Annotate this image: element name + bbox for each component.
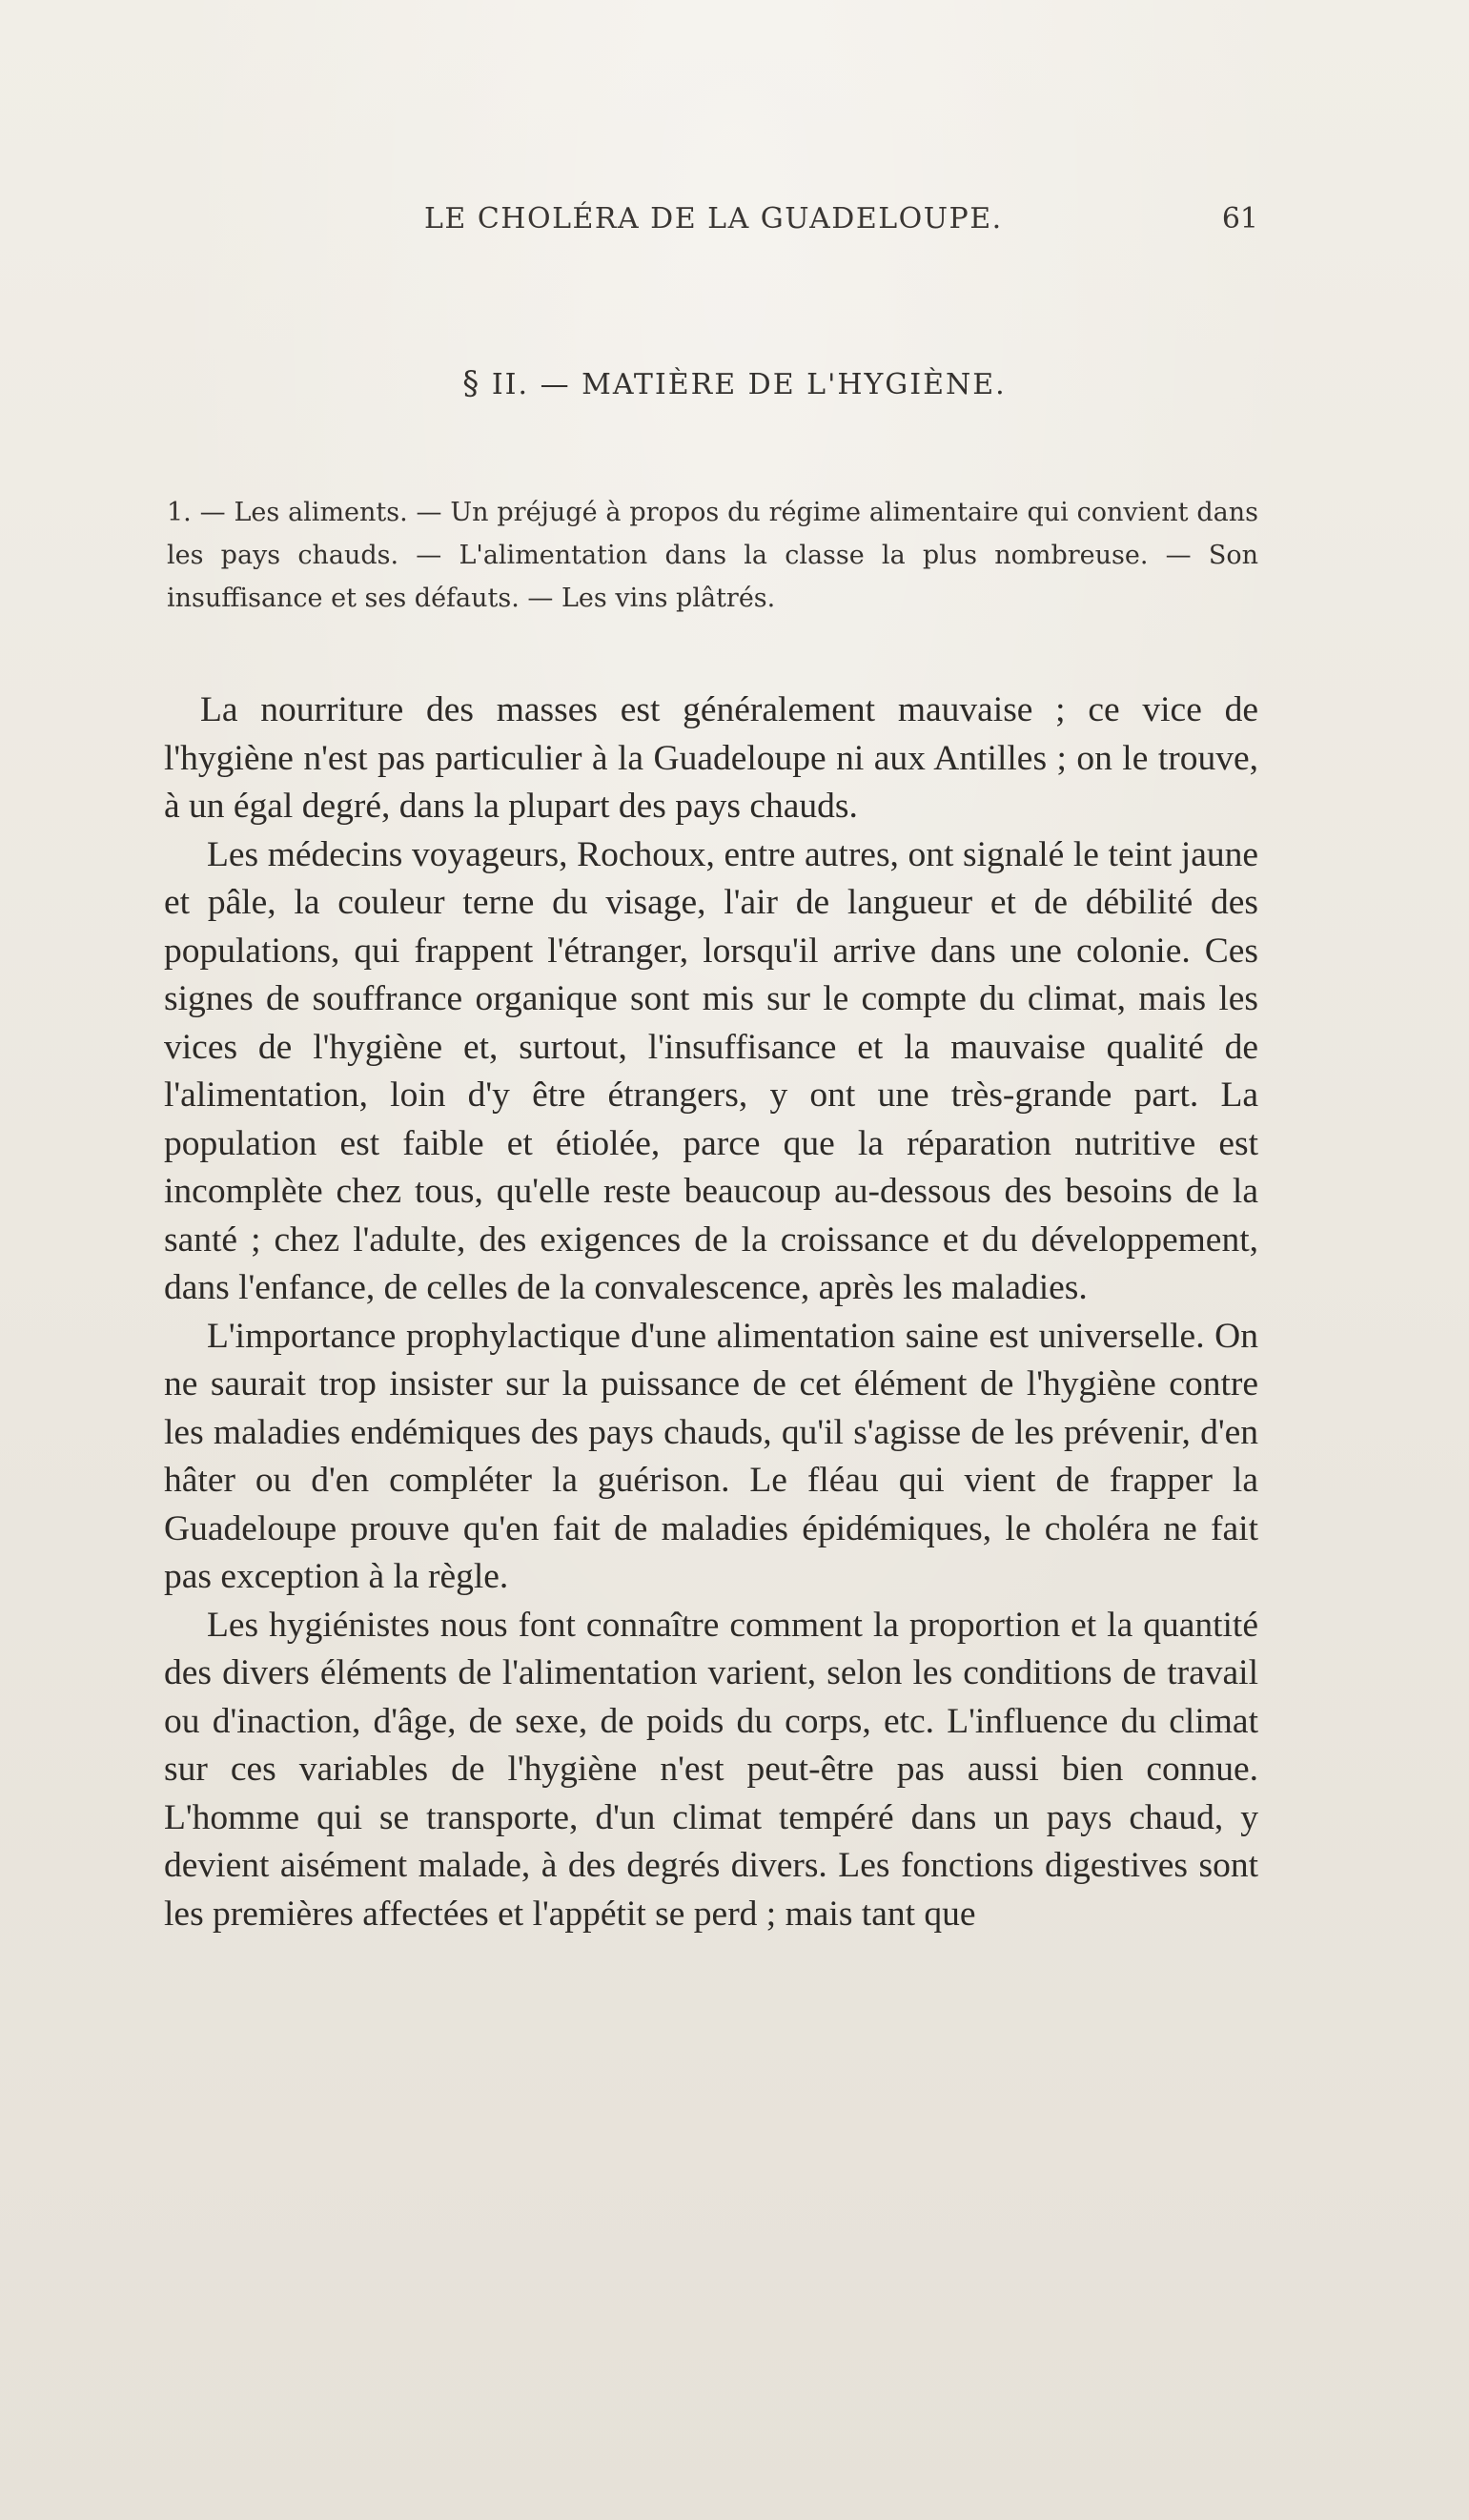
section-title: MATIÈRE DE L'HYGIÈNE. (581, 368, 1007, 401)
paragraph: Les hygiénistes nous font connaître comment la proportion et la quantité des divers éléments de l'alimentation varient, selon les conditions de travail ou d'inaction, d'âge, de sexe, de poids du corps, etc. L'influence du climat sur ces variables de l'hygiène n'est peut-être pas aussi bien connue. L'homme qui se transporte, d'un climat tempéré dans un pays chaud, y devient aisément malade, à des degrés divers. Les fonctions digestives sont les premières affectées et l'appétit se perd ; mais tant que (164, 1605, 1258, 1934)
section-dash: — (540, 368, 571, 401)
running-header (153, 202, 1258, 250)
paragraph: L'importance prophylactique d'une alimentation saine est universelle. On ne saurait trop insister sur la puissance de cet élément de l'hygiène contre les maladies endémiques des pays chauds, qu'il s'agisse de les prévenir, d'en hâter ou d'en compléter la guérison. Le fléau qui vient de frapper la Guadeloupe prouve qu'en fait de maladies épidémiques, le choléra ne fait pas exception à la règle. (164, 1316, 1258, 1596)
section-summary: 1. — Les aliments. — Un préjugé à propos du régime alimentaire qui convient dans les pays chauds. — L'alimentation dans la classe la plus nombreuse. — Son insuffisance et ses défauts. — Les vins plâtrés. (167, 498, 1258, 613)
section-numeral: II. (491, 368, 530, 401)
paragraph: Les médecins voyageurs, Rochoux, entre autres, ont signalé le teint jaune et pâle, la couleur terne du visage, l'air de langueur et de débilité des populations, qui frappent l'étranger, lorsqu'il arrive dans une colonie. Ces signes de souffrance organique sont mis sur le compte du climat, mais les vices de l'hygiène et, surtout, l'insuffisance et la mauvaise qualité de l'alimentation, loin d'y être étrangers, y ont une très-grande part. La population est faible et étiolée, parce que la réparation nutritive est incomplète chez tous, qu'elle reste beaucoup au-dessous des besoins de la santé ; chez l'adulte, des exigences de la croissance et du développement, dans l'enfance, de celles de la convalescence, après les maladies. (164, 834, 1258, 1307)
section-heading (0, 364, 1469, 402)
paragraph: La nourriture des masses est généralement mauvaise ; ce vice de l'hygiène n'est pas particulier à la Guadeloupe ni aux Antilles ; on le trouve, à un égal degré, dans la plupart des pays chauds. (164, 690, 1258, 826)
page-number: 61 (1221, 202, 1258, 236)
body-text (164, 686, 1258, 1938)
section-symbol: § (462, 364, 481, 402)
running-title: LE CHOLÉRA DE LA GUADELOUPE. (424, 202, 1003, 236)
